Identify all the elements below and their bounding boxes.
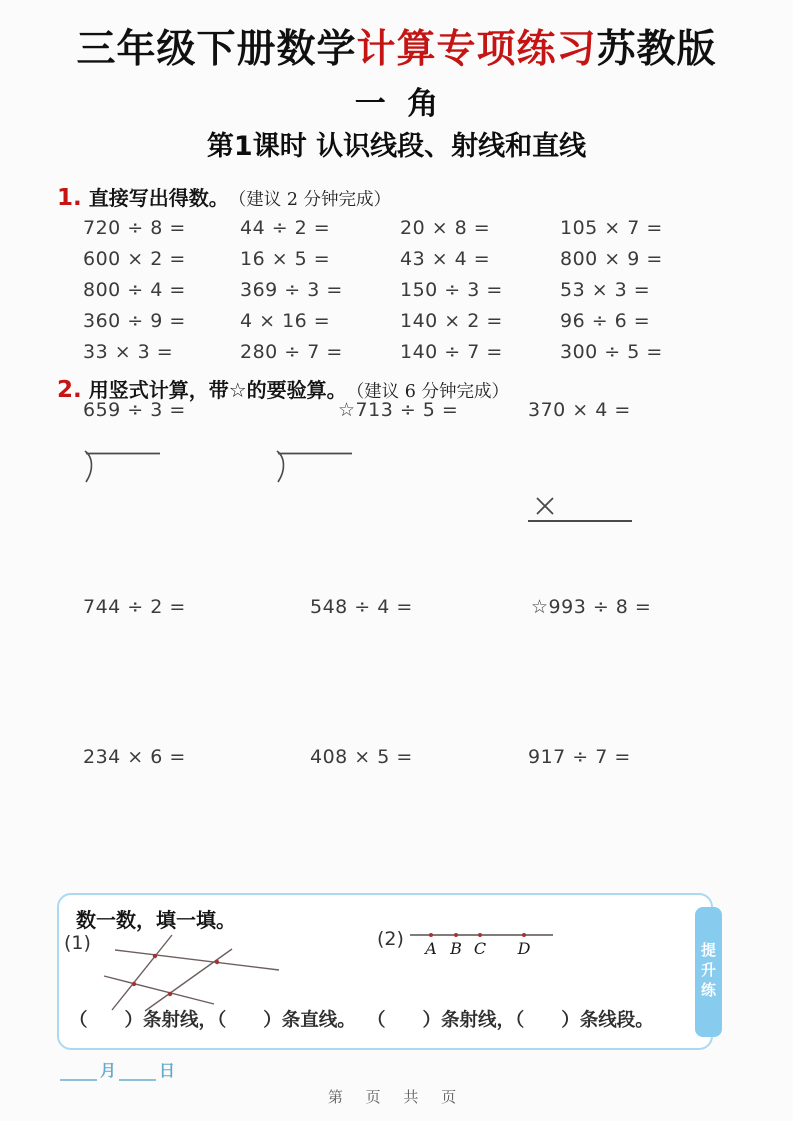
lesson-title: 第1课时 认识线段、射线和直线: [206, 131, 587, 162]
point-dot: [522, 933, 526, 937]
point-label: D: [517, 939, 531, 958]
problem-item: 150 ÷ 3 =: [400, 278, 503, 301]
date-line: [57, 1058, 175, 1081]
oral-problem-grid: [83, 212, 723, 368]
problem-item: 917 ÷ 7 =: [528, 746, 631, 768]
multiplication-working-icon: [525, 488, 640, 528]
problem-item: 140 ÷ 7 =: [400, 341, 503, 364]
problem-item: 280 ÷ 7 =: [240, 341, 343, 364]
answer-blank-line-1: （ ）条射线，（ ）条直线。: [69, 1010, 356, 1031]
problem-item: 33 × 3 =: [83, 341, 174, 364]
problem-item: 800 ÷ 4 =: [83, 278, 186, 301]
point-label: A: [425, 939, 437, 958]
answer-blank-line-2: （ ）条射线，（ ）条线段。: [367, 1010, 654, 1031]
intersection-dot: [132, 982, 136, 986]
problem-item: 16 × 5 =: [240, 247, 331, 270]
exercise2-title: 用竖式计算，带☆的要验算。: [88, 378, 347, 402]
title-part-topic: 计算专项练习: [356, 27, 597, 72]
title-part-grade: 三年级下册数学: [76, 27, 357, 72]
problem-item: 659 ÷ 3 =: [83, 399, 186, 421]
problem-item: 300 ÷ 5 =: [560, 341, 663, 364]
problem-item: 360 ÷ 9 =: [83, 310, 186, 333]
problem-item: 4 × 16 =: [240, 310, 331, 333]
point-dot: [429, 933, 433, 937]
month-blank: [60, 1061, 97, 1081]
point-dot: [454, 933, 458, 937]
problem-item: ☆713 ÷ 5 =: [338, 399, 459, 421]
problem-item: 744 ÷ 2 =: [83, 596, 186, 618]
exercise1-number: 1.: [57, 185, 82, 211]
problem-item: 44 ÷ 2 =: [240, 216, 331, 239]
problem-item: 548 ÷ 4 =: [310, 596, 413, 618]
exercise2-hint: （建议 6 分钟完成）: [346, 382, 509, 402]
problem-item: 600 × 2 =: [83, 247, 186, 270]
page-title: [0, 18, 793, 74]
point-label: C: [473, 939, 487, 958]
level-up-tab-label: 提升练: [699, 942, 717, 1002]
item1-label: (1): [64, 932, 91, 954]
title-part-edition: 苏教版: [596, 27, 717, 72]
problem-item: 720 ÷ 8 =: [83, 216, 186, 239]
practice-box: [57, 893, 717, 1050]
level-up-practice-tab: [695, 907, 722, 1037]
point-dot: [478, 933, 482, 937]
exercise2-number: 2.: [57, 377, 82, 403]
problem-item: 408 × 5 =: [310, 746, 413, 768]
problem-item: 370 × 4 =: [528, 399, 631, 421]
problem-item: 53 × 3 =: [560, 278, 651, 301]
intersection-dot: [168, 992, 172, 996]
problem-item: 105 × 7 =: [560, 216, 663, 239]
long-division-brackets: [70, 440, 370, 495]
day-label: 日: [159, 1061, 176, 1080]
long-division-bracket-icon: [277, 451, 352, 482]
exercise1-header: [57, 182, 391, 211]
month-label: 月: [100, 1061, 117, 1080]
intersection-dot: [215, 960, 219, 964]
box-title: 数一数，填一填。: [76, 908, 236, 932]
exercise1-title: 直接写出得数。: [88, 186, 229, 210]
problem-item: 43 × 4 =: [400, 247, 491, 270]
problem-item: 234 × 6 =: [83, 746, 186, 768]
unit-title: 一 角: [354, 86, 439, 122]
point-label: B: [450, 939, 462, 958]
problem-item: 20 × 8 =: [400, 216, 491, 239]
problem-item: 96 ÷ 6 =: [560, 310, 651, 333]
crossing-lines-diagram: [94, 928, 289, 1016]
page-number-footer: 第 页 共 页: [327, 1088, 466, 1106]
intersection-dot: [153, 954, 157, 958]
problem-item: 369 ÷ 3 =: [240, 278, 343, 301]
points-on-line-diagram: [405, 924, 565, 960]
problem-item: 140 × 2 =: [400, 310, 503, 333]
long-division-bracket-icon: [85, 451, 160, 482]
problem-item: 800 × 9 =: [560, 247, 663, 270]
problem-item: ☆993 ÷ 8 =: [531, 596, 652, 618]
exercise1-hint: （建议 2 分钟完成）: [228, 190, 392, 210]
item2-label: (2): [377, 928, 404, 950]
day-blank: [119, 1061, 156, 1081]
